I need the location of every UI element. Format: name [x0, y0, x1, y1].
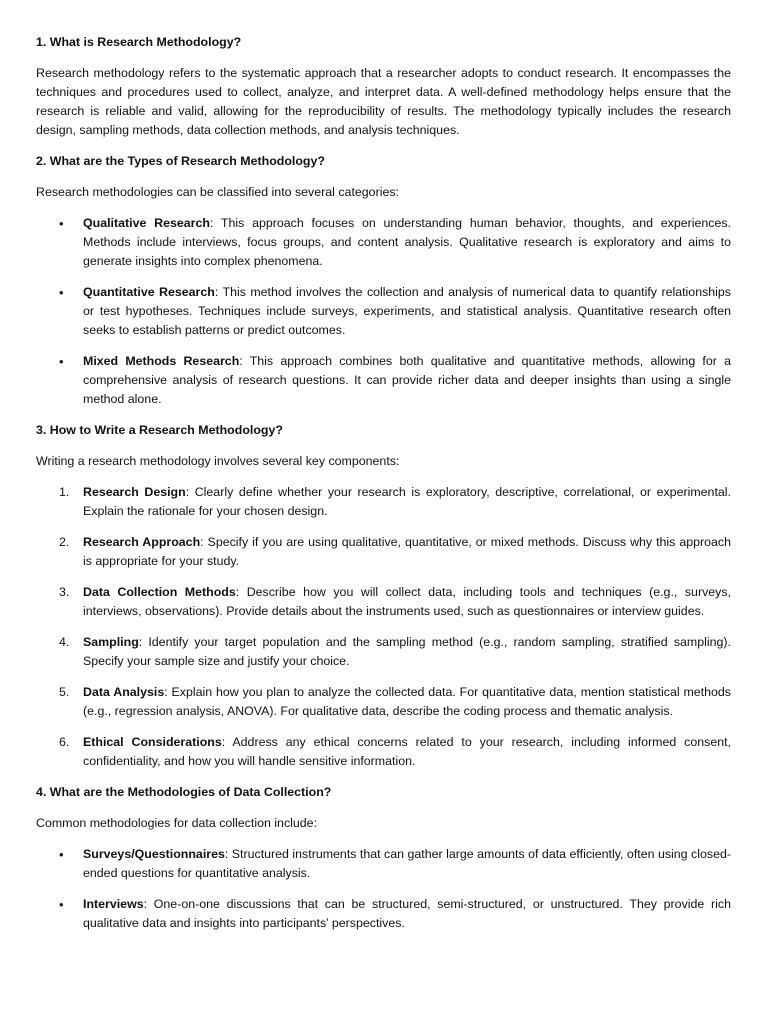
methodology-types-list — [36, 214, 731, 409]
list-item-term: Data Collection Methods — [83, 585, 236, 599]
section-heading: 3. How to Write a Research Methodology? — [36, 423, 283, 437]
section-heading: 1. What is Research Methodology? — [36, 35, 242, 49]
list-item-number: 2. — [59, 535, 70, 549]
list-item — [83, 845, 731, 883]
list-item-text: : One-on-one discussions that can be structured, semi-structured, or unstructured. They provide rich qualitative data and insights into participants’ perspectives. — [83, 897, 731, 930]
methodology-steps-list — [36, 483, 731, 771]
list-item-text: : Address any ethical concerns related to your research, including informed consent, confidentiality, and how you will handle sensitive information. — [83, 735, 731, 768]
section-paragraph: Research methodology refers to the systematic approach that a researcher adopts to conduct research. It encompasses the techniques and procedures used to collect, analyze, and interpret data. A well-defined methodology helps ensure that the research is reliable and valid, allowing for the reproducibility of results. The methodology typically includes the research design, sampling methods, data collection methods, and analysis techniques. — [36, 66, 731, 137]
list-item — [59, 483, 731, 521]
list-item-term: Sampling — [83, 635, 139, 649]
list-item-text: : This approach combines both qualitative and quantitative methods, allowing for a comprehensive analysis of research questions. It can provide richer data and deeper insights than using a single method alone. — [83, 354, 731, 406]
list-item-number: 6. — [59, 735, 70, 749]
list-item — [83, 895, 731, 933]
list-item-text: : Structured instruments that can gather large amounts of data efficiently, often using closed-ended questions for quantitative analysis. — [83, 847, 731, 880]
data-collection-list — [36, 845, 731, 933]
list-item — [59, 733, 731, 771]
list-item-number: 5. — [59, 685, 70, 699]
list-item — [83, 352, 731, 409]
list-item-number: 4. — [59, 635, 70, 649]
list-item-text: : Describe how you will collect data, including tools and techniques (e.g., surveys, interviews, observations). Provide details about the instruments used, such as questionnaires or interview guides. — [83, 585, 731, 618]
list-item — [59, 633, 731, 671]
section-paragraph: Common methodologies for data collection include: — [36, 816, 318, 830]
list-item — [83, 214, 731, 271]
list-item — [83, 283, 731, 340]
list-item-text: : This approach focuses on understanding human behavior, thoughts, and experiences. Methods include interviews, focus groups, and content analysis. Qualitative research is exploratory and aims to generate insights into complex phenomena. — [83, 216, 731, 268]
list-item-text: : Specify if you are using qualitative, quantitative, or mixed methods. Discuss why this approach is appropriate for your study. — [83, 535, 731, 568]
list-item-text: : Identify your target population and the sampling method (e.g., random sampling, stratified sampling). Specify your sample size and justify your choice. — [83, 635, 731, 668]
list-item-term: Quantitative Research — [83, 285, 215, 299]
list-item-text: : Explain how you plan to analyze the collected data. For quantitative data, mention statistical methods (e.g., regression analysis, ANOVA). For qualitative data, describe the coding process and thematic analysis. — [83, 685, 731, 718]
list-item-term: Surveys/Questionnaires — [83, 847, 225, 861]
list-item-term: Research Approach — [83, 535, 201, 549]
list-item-term: Qualitative Research — [83, 216, 210, 230]
list-item-number: 3. — [59, 585, 70, 599]
list-item-term: Interviews — [83, 897, 144, 911]
list-item — [59, 533, 731, 571]
list-item — [59, 683, 731, 721]
section-paragraph: Writing a research methodology involves several key components: — [36, 454, 400, 468]
list-item-term: Research Design — [83, 485, 186, 499]
section-heading: 2. What are the Types of Research Methodology? — [36, 154, 325, 168]
list-item-number: 1. — [59, 485, 70, 499]
list-item-text: : This method involves the collection and analysis of numerical data to quantify relationships or test hypotheses. Techniques include surveys, experiments, and statistical analysis. Quantitative research often seeks to establish patterns or predict outcomes. — [83, 285, 732, 337]
list-item-term: Ethical Considerations — [83, 735, 222, 749]
list-item — [59, 583, 731, 621]
list-item-term: Mixed Methods Research — [83, 354, 240, 368]
list-item-term: Data Analysis — [83, 685, 165, 699]
list-item-text: : Clearly define whether your research is exploratory, descriptive, correlational, or experimental. Explain the rationale for your chosen design. — [83, 485, 731, 518]
section-paragraph: Research methodologies can be classified into several categories: — [36, 185, 399, 199]
section-heading: 4. What are the Methodologies of Data Collection? — [36, 785, 332, 799]
